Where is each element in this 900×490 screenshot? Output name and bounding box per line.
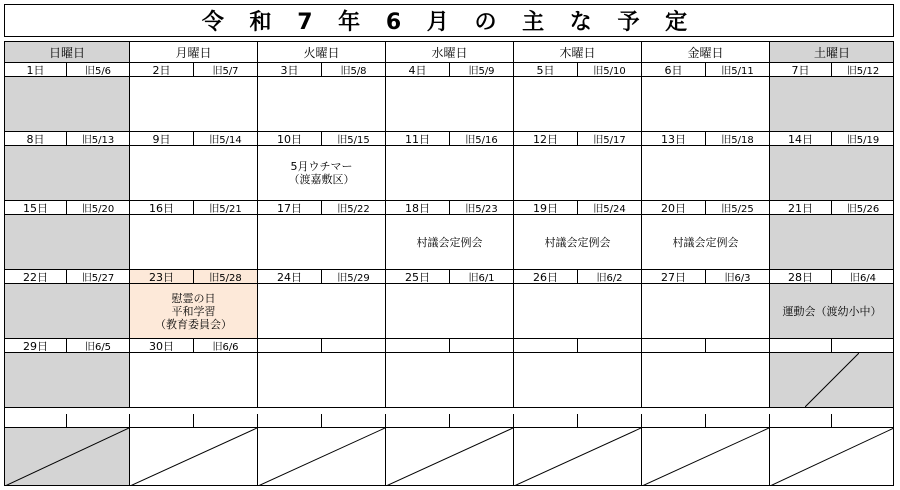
lunar-date: 旧5/17 [578, 132, 642, 146]
diagonal-line [514, 428, 641, 486]
empty-date-cell [5, 414, 67, 428]
diagonal-line [5, 428, 129, 486]
event-text: 村議会定例会 [544, 235, 611, 249]
event-text: 運動会（渡幼小中） [782, 304, 882, 318]
day-number: 22日 [5, 270, 67, 284]
empty-date-cell [130, 414, 194, 428]
day-cell [386, 215, 514, 270]
lunar-date: 旧5/16 [450, 132, 514, 146]
day-number: 3日 [258, 63, 322, 77]
empty-lunar-cell [706, 414, 770, 428]
day-number: 29日 [5, 339, 67, 353]
day-cell [130, 353, 258, 408]
lunar-date: 旧5/14 [194, 132, 258, 146]
lunar-date: 旧5/13 [67, 132, 130, 146]
weekday-header: 月曜日 [130, 42, 258, 63]
day-number [386, 339, 450, 353]
day-number: 14日 [770, 132, 832, 146]
day-number: 15日 [5, 201, 67, 215]
day-cell [5, 353, 130, 408]
day-cell [770, 353, 894, 408]
empty-date-cell [386, 414, 450, 428]
empty-date-cell [642, 414, 706, 428]
day-cell [130, 284, 258, 339]
day-cell [386, 146, 514, 201]
day-cell [514, 146, 642, 201]
day-cell [130, 215, 258, 270]
unused-cell [5, 428, 130, 486]
lunar-date: 旧6/1 [450, 270, 514, 284]
day-cell [258, 146, 386, 201]
day-number: 18日 [386, 201, 450, 215]
lunar-date: 旧5/24 [578, 201, 642, 215]
day-cell [770, 146, 894, 201]
diagonal-line [258, 428, 385, 486]
day-number: 23日 [130, 270, 194, 284]
day-number: 6日 [642, 63, 706, 77]
lunar-date [450, 339, 514, 353]
lunar-date: 旧5/11 [706, 63, 770, 77]
day-cell [258, 353, 386, 408]
event-text: 慰霊の日 [171, 291, 216, 305]
day-cell [5, 215, 130, 270]
lunar-date: 旧5/9 [450, 63, 514, 77]
weekday-header: 金曜日 [642, 42, 770, 63]
day-cell [642, 215, 770, 270]
day-number: 25日 [386, 270, 450, 284]
day-cell [258, 284, 386, 339]
day-cell [386, 77, 514, 132]
diagonal-line [642, 428, 769, 486]
day-number: 26日 [514, 270, 578, 284]
event-text: 平和学習 [171, 304, 216, 318]
weekday-header: 日曜日 [5, 42, 130, 63]
day-cell [514, 77, 642, 132]
lunar-date: 旧6/6 [194, 339, 258, 353]
day-cell [514, 215, 642, 270]
lunar-date: 旧6/3 [706, 270, 770, 284]
day-number: 27日 [642, 270, 706, 284]
lunar-date: 旧5/19 [832, 132, 894, 146]
day-cell [258, 77, 386, 132]
day-number: 10日 [258, 132, 322, 146]
day-cell [386, 353, 514, 408]
day-number: 8日 [5, 132, 67, 146]
unused-cell [258, 428, 386, 486]
day-cell [130, 146, 258, 201]
event-text: 村議会定例会 [672, 235, 739, 249]
day-number: 7日 [770, 63, 832, 77]
weekday-header: 木曜日 [514, 42, 642, 63]
day-number: 28日 [770, 270, 832, 284]
lunar-date: 旧5/25 [706, 201, 770, 215]
empty-lunar-cell [832, 414, 894, 428]
day-cell [514, 353, 642, 408]
weekday-header: 火曜日 [258, 42, 386, 63]
lunar-date: 旧5/28 [194, 270, 258, 284]
day-cell [514, 284, 642, 339]
empty-lunar-cell [322, 414, 386, 428]
day-cell [642, 353, 770, 408]
day-number: 21日 [770, 201, 832, 215]
event-text: （教育委員会） [155, 317, 232, 331]
diagonal-line [386, 428, 513, 486]
unused-cell [642, 428, 770, 486]
weekday-header: 水曜日 [386, 42, 514, 63]
lunar-date: 旧5/18 [706, 132, 770, 146]
diagonal-line [770, 428, 894, 486]
lunar-date [706, 339, 770, 353]
lunar-date [322, 339, 386, 353]
unused-cell [770, 428, 894, 486]
lunar-date: 旧5/20 [67, 201, 130, 215]
day-number: 17日 [258, 201, 322, 215]
lunar-date: 旧5/15 [322, 132, 386, 146]
day-cell [770, 77, 894, 132]
event-text: 村議会定例会 [416, 235, 483, 249]
lunar-date: 旧5/21 [194, 201, 258, 215]
unused-cell [130, 428, 258, 486]
day-number: 20日 [642, 201, 706, 215]
day-number: 16日 [130, 201, 194, 215]
day-cell [5, 146, 130, 201]
day-number: 13日 [642, 132, 706, 146]
day-cell [642, 77, 770, 132]
lunar-date: 旧5/7 [194, 63, 258, 77]
diagonal-line [130, 428, 257, 486]
day-cell [5, 77, 130, 132]
day-number [258, 339, 322, 353]
day-number: 24日 [258, 270, 322, 284]
lunar-date: 旧5/6 [67, 63, 130, 77]
empty-lunar-cell [194, 414, 258, 428]
event-text: （渡嘉敷区） [288, 173, 355, 186]
lunar-date: 旧5/27 [67, 270, 130, 284]
lunar-date: 旧5/26 [832, 201, 894, 215]
unused-cell [514, 428, 642, 486]
day-number: 30日 [130, 339, 194, 353]
lunar-date: 旧6/2 [578, 270, 642, 284]
day-number: 5日 [514, 63, 578, 77]
lunar-date: 旧5/10 [578, 63, 642, 77]
day-cell [130, 77, 258, 132]
day-number: 19日 [514, 201, 578, 215]
day-number: 4日 [386, 63, 450, 77]
day-number: 11日 [386, 132, 450, 146]
event-text: 5月ウチマー [290, 160, 353, 173]
day-number: 1日 [5, 63, 67, 77]
lunar-date: 旧5/29 [322, 270, 386, 284]
day-number [642, 339, 706, 353]
lunar-date: 旧5/12 [832, 63, 894, 77]
day-number: 2日 [130, 63, 194, 77]
empty-date-cell [258, 414, 322, 428]
day-cell [642, 146, 770, 201]
day-cell [642, 284, 770, 339]
lunar-date: 旧6/5 [67, 339, 130, 353]
day-number: 9日 [130, 132, 194, 146]
weekday-header: 土曜日 [770, 42, 894, 63]
diagonal-line [805, 353, 859, 407]
unused-cell [386, 428, 514, 486]
day-number [514, 339, 578, 353]
page-title: 令 和 7 年 6 月 の 主 な 予 定 [4, 4, 894, 37]
lunar-date [578, 339, 642, 353]
lunar-date: 旧5/8 [322, 63, 386, 77]
day-cell [5, 284, 130, 339]
lunar-date: 旧5/23 [450, 201, 514, 215]
empty-date-cell [770, 414, 832, 428]
lunar-date [832, 339, 894, 353]
day-cell [386, 284, 514, 339]
lunar-date: 旧5/22 [322, 201, 386, 215]
day-cell [770, 215, 894, 270]
day-number [770, 339, 832, 353]
day-number: 12日 [514, 132, 578, 146]
empty-lunar-cell [450, 414, 514, 428]
calendar-grid [4, 41, 894, 486]
day-cell [770, 284, 894, 339]
empty-date-cell [514, 414, 578, 428]
empty-lunar-cell [578, 414, 642, 428]
empty-lunar-cell [67, 414, 130, 428]
day-cell [258, 215, 386, 270]
lunar-date: 旧6/4 [832, 270, 894, 284]
